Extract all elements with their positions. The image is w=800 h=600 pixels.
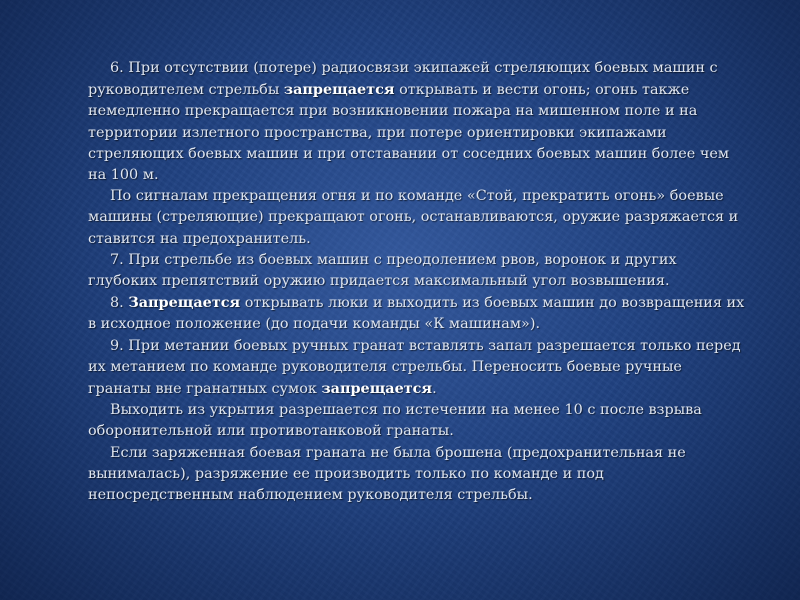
emphasis-zapreshchaetsya: запрещается [321,380,433,398]
paragraph-cover-exit: Выходить из укрытия разрешается по истечении на менее 10 с после взрыва оборонительной или противотанковой гранаты. [88,402,702,440]
emphasis-zapreshchaetsya: Запрещается [128,294,241,312]
emphasis-zapreshchaetsya: запрещается [283,81,395,99]
paragraph-6: 6. При отсутствии (потере) радиосвязи экипажей стреляющих боевых машин с руководителем стрельбы запрещается открывать и вести огонь; огонь также немедленно прекращается при возникновении пожара на мишенном поле и на территории излетного пространства, при потере ориентировки экипажами стреляющих боевых машин и при отставании от соседних боевых машин более чем на 100 м. [88,60,730,184]
paragraph-grenade-unload: Если заряженная боевая граната не была брошена (предохранительная не вынималась), разряжение ее производить только по команде и под непосредственным наблюдением руководителя стрельбы. [88,444,686,504]
text-body [88,58,748,506]
paragraph-8: 8. Запрещается открывать люки и выходить из боевых машин до возвращения их в исходное положение (до подачи команды «К машинам»). [88,294,745,333]
paragraph-cease-fire: По сигналам прекращения огня и по команде «Стой, прекратить огонь» боевые машины (стреляющие) прекращают огонь, останавливаются, оружие разряжается и ставится на предохранитель. [88,188,739,247]
paragraph-7: 7. При стрельбе из боевых машин с преодолением рвов, воронок и других глубоких препятствий оружию придается максимальный угол возвышения. [88,251,677,290]
paragraph-9: 9. При метании боевых ручных гранат вставлять запал разрешается только перед их метанием по команде руководителя стрельбы. Переносить боевые ручные гранаты вне гранатных сумок запрещается. [88,337,741,398]
